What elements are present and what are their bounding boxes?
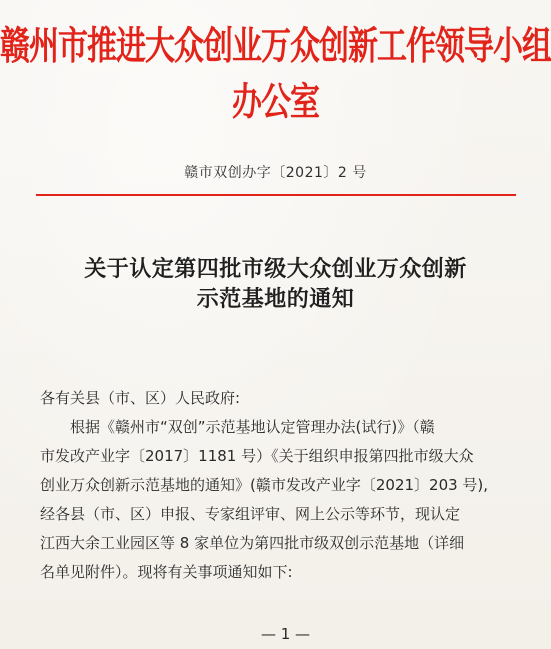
body-line-2: 市发改产业字〔2017〕1181 号）《关于组织申报第四批市级大众 [40, 447, 474, 465]
page-number: — 1 — [260, 625, 311, 643]
red-divider-rule [36, 194, 516, 196]
addressee-line: 各有关县（市、区）人民政府: [40, 389, 241, 407]
body-line-1: 根据《赣州市“双创”示范基地认定管理办法(试行)》（赣 [70, 418, 435, 436]
letterhead-title: 赣州市推进大众创业万众创新工作领导小组办公室 [0, 24, 551, 126]
body-line-3: 创业万众创新示范基地的通知》(赣市发改产业字〔2021〕203 号), [40, 476, 489, 494]
document-number: 赣市双创办字〔2021〕2 号 [184, 165, 367, 181]
notice-body [40, 384, 522, 587]
notice-title-line-2: 示范基地的通知 [196, 286, 355, 312]
body-line-4: 经各县（市、区）申报、专家组评审、网上公示等环节，现认定 [40, 505, 461, 523]
body-line-5: 江西大余工业园区等 8 家单位为第四批市级双创示范基地（详细 [40, 534, 465, 552]
body-line-6: 名单见附件）。现将有关事项通知如下: [40, 563, 293, 581]
notice-title [0, 254, 551, 314]
notice-title-line-1: 关于认定第四批市级大众创业万众创新 [84, 256, 467, 282]
